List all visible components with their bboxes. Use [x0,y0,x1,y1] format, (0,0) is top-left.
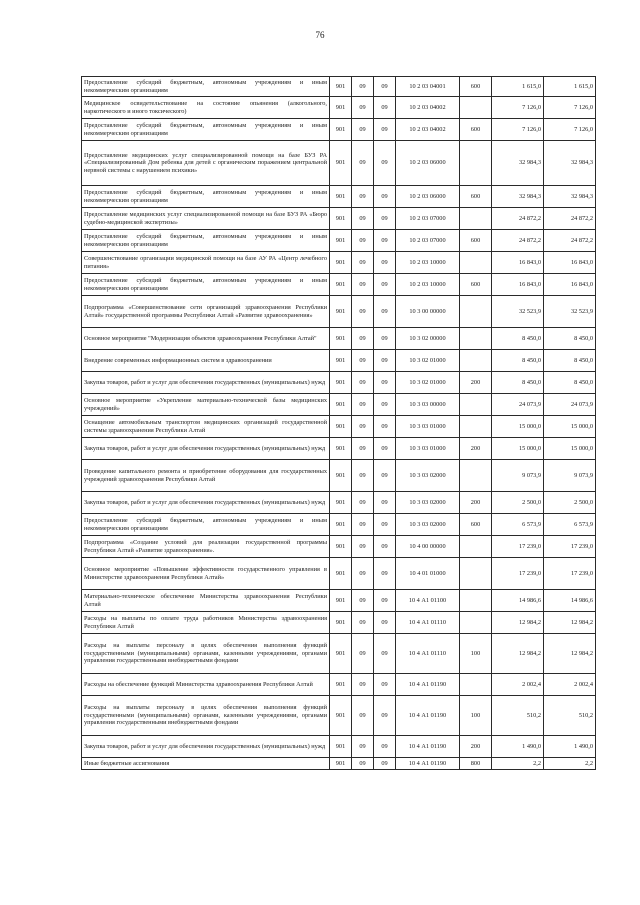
cell-target-item: 10 3 03 00000 [396,394,460,416]
cell-target-item: 10 3 03 02000 [396,460,460,492]
cell-admin-code: 901 [330,208,352,230]
cell-amount-2: 6 573,9 [544,514,596,536]
cell-expense-type: 200 [460,438,492,460]
cell-subsection: 09 [374,460,396,492]
cell-target-item: 10 2 03 10000 [396,274,460,296]
cell-section: 09 [352,696,374,736]
cell-name: Предоставление субсидий бюджетным, автономным учреждениям и иным некоммерческим организациям [82,274,330,296]
cell-expense-type: 200 [460,372,492,394]
cell-section: 09 [352,328,374,350]
cell-admin-code: 901 [330,590,352,612]
cell-expense-type: 600 [460,514,492,536]
table-row [82,119,596,141]
cell-subsection: 09 [374,119,396,141]
cell-amount-2: 14 986,6 [544,590,596,612]
cell-expense-type [460,208,492,230]
cell-subsection: 09 [374,536,396,558]
cell-target-item: 10 4 А1 01190 [396,696,460,736]
cell-section: 09 [352,460,374,492]
table-row [82,230,596,252]
cell-target-item: 10 4 А1 01190 [396,674,460,696]
cell-admin-code: 901 [330,252,352,274]
cell-amount-2: 7 126,0 [544,119,596,141]
cell-expense-type: 600 [460,230,492,252]
table-row [82,634,596,674]
cell-subsection: 09 [374,97,396,119]
cell-name: Предоставление субсидий бюджетным, автономным учреждениям и иным некоммерческим организациям [82,186,330,208]
cell-expense-type [460,350,492,372]
cell-name: Основное мероприятие «Повышение эффективности государственного управления в Министерстве здравоохранения Республики Алтай» [82,558,330,590]
cell-amount-1: 14 986,6 [492,590,544,612]
cell-expense-type: 100 [460,696,492,736]
cell-name: Подпрограмма «Совершенствование сети организаций здравоохранения Республики Алтай» государственной программы Республики Алтай «Развитие здравоохранения» [82,296,330,328]
cell-amount-1: 8 450,0 [492,372,544,394]
cell-amount-2: 2,2 [544,758,596,770]
cell-amount-2: 8 450,0 [544,372,596,394]
cell-amount-2: 15 000,0 [544,416,596,438]
cell-name: Иные бюджетные ассигнования [82,758,330,770]
cell-subsection: 09 [374,372,396,394]
cell-section: 09 [352,372,374,394]
cell-subsection: 09 [374,186,396,208]
cell-section: 09 [352,394,374,416]
cell-name: Закупка товаров, работ и услуг для обеспечения государственных (муниципальных) нужд [82,492,330,514]
budget-table [81,76,596,770]
cell-target-item: 10 3 02 00000 [396,328,460,350]
cell-expense-type [460,416,492,438]
cell-subsection: 09 [374,758,396,770]
cell-target-item: 10 2 03 06000 [396,186,460,208]
cell-amount-2: 1 490,0 [544,736,596,758]
cell-section: 09 [352,274,374,296]
cell-name: Оснащение автомобильным транспортом медицинских организаций государственной системы здравоохранения Республики Алтай [82,416,330,438]
cell-amount-1: 7 126,0 [492,119,544,141]
cell-name: Медицинское освидетельствование на состояние опьянения (алкогольного, наркотического и иного токсического) [82,97,330,119]
cell-subsection: 09 [374,77,396,97]
cell-expense-type [460,558,492,590]
cell-subsection: 09 [374,274,396,296]
cell-section: 09 [352,736,374,758]
table-row [82,674,596,696]
cell-amount-2: 15 000,0 [544,438,596,460]
cell-amount-1: 1 490,0 [492,736,544,758]
cell-amount-2: 8 450,0 [544,328,596,350]
cell-section: 09 [352,492,374,514]
page-number: 76 [315,30,325,40]
table-row [82,514,596,536]
table-row [82,758,596,770]
cell-amount-2: 16 843,0 [544,252,596,274]
cell-admin-code: 901 [330,758,352,770]
cell-section: 09 [352,612,374,634]
cell-amount-2: 510,2 [544,696,596,736]
table-row [82,536,596,558]
cell-amount-1: 2,2 [492,758,544,770]
cell-amount-2: 17 239,0 [544,558,596,590]
cell-section: 09 [352,186,374,208]
cell-expense-type [460,296,492,328]
cell-name: Закупка товаров, работ и услуг для обеспечения государственных (муниципальных) нужд [82,736,330,758]
cell-target-item: 10 2 03 07000 [396,208,460,230]
cell-section: 09 [352,97,374,119]
cell-name: Предоставление субсидий бюджетным, автономным учреждениям и иным некоммерческим организациям [82,230,330,252]
cell-section: 09 [352,252,374,274]
cell-amount-2: 24 872,2 [544,208,596,230]
cell-subsection: 09 [374,328,396,350]
cell-expense-type [460,536,492,558]
cell-name: Совершенствование организации медицинской помощи на базе АУ РА «Центр лечебного питания» [82,252,330,274]
cell-subsection: 09 [374,394,396,416]
cell-expense-type: 200 [460,492,492,514]
cell-name: Предоставление медицинских услуг специализированной помощи на базе БУЗ РА «Бюро судебно-медицинской экспертизы» [82,208,330,230]
cell-target-item: 10 2 03 04001 [396,77,460,97]
table-row [82,696,596,736]
cell-admin-code: 901 [330,119,352,141]
cell-amount-2: 9 073,9 [544,460,596,492]
cell-subsection: 09 [374,736,396,758]
table-row [82,590,596,612]
cell-admin-code: 901 [330,77,352,97]
cell-target-item: 10 4 А1 01110 [396,612,460,634]
cell-section: 09 [352,296,374,328]
cell-name: Предоставление субсидий бюджетным, автономным учреждениям и иным некоммерческим организациям [82,119,330,141]
cell-target-item: 10 3 00 00000 [396,296,460,328]
cell-target-item: 10 2 03 06000 [396,141,460,186]
cell-section: 09 [352,208,374,230]
cell-subsection: 09 [374,350,396,372]
cell-amount-1: 17 239,0 [492,536,544,558]
cell-name: Расходы на выплаты персоналу в целях обеспечения выполнения функций государственными (муниципальными) органами, казенными учреждениями, органами управления государственными внебюджетными фондами [82,696,330,736]
cell-admin-code: 901 [330,514,352,536]
cell-amount-1: 12 984,2 [492,634,544,674]
cell-amount-1: 32 984,3 [492,186,544,208]
cell-section: 09 [352,230,374,252]
cell-name: Закупка товаров, работ и услуг для обеспечения государственных (муниципальных) нужд [82,372,330,394]
table-row [82,274,596,296]
cell-subsection: 09 [374,296,396,328]
cell-section: 09 [352,514,374,536]
cell-amount-1: 2 002,4 [492,674,544,696]
cell-subsection: 09 [374,492,396,514]
cell-amount-1: 9 073,9 [492,460,544,492]
cell-admin-code: 901 [330,97,352,119]
table-row [82,141,596,186]
cell-amount-2: 32 523,9 [544,296,596,328]
table-row [82,612,596,634]
cell-target-item: 10 2 03 07000 [396,230,460,252]
table-row [82,492,596,514]
cell-admin-code: 901 [330,612,352,634]
cell-name: Материально-техническое обеспечение Министерства здравоохранения Республики Алтай [82,590,330,612]
cell-admin-code: 901 [330,141,352,186]
cell-target-item: 10 4 А1 01190 [396,758,460,770]
cell-subsection: 09 [374,230,396,252]
cell-subsection: 09 [374,558,396,590]
cell-section: 09 [352,634,374,674]
cell-name: Основное мероприятие "Модернизация объектов здравоохранения Республики Алтай" [82,328,330,350]
table-row [82,208,596,230]
cell-admin-code: 901 [330,186,352,208]
table-row [82,97,596,119]
cell-section: 09 [352,141,374,186]
table-row [82,350,596,372]
cell-amount-2: 12 984,2 [544,612,596,634]
table-row [82,296,596,328]
cell-name: Закупка товаров, работ и услуг для обеспечения государственных (муниципальных) нужд [82,438,330,460]
cell-target-item: 10 3 02 01000 [396,350,460,372]
cell-amount-1: 15 000,0 [492,416,544,438]
cell-amount-1: 16 843,0 [492,274,544,296]
cell-amount-1: 2 500,0 [492,492,544,514]
cell-amount-2: 2 002,4 [544,674,596,696]
cell-admin-code: 901 [330,634,352,674]
cell-name: Внедрение современных информационных систем в здравоохранении [82,350,330,372]
cell-subsection: 09 [374,612,396,634]
cell-expense-type: 100 [460,634,492,674]
cell-name: Расходы на выплаты по оплате труда работников Министерства здравоохранения Республики Алтай [82,612,330,634]
cell-section: 09 [352,536,374,558]
table-row [82,416,596,438]
cell-target-item: 10 4 00 00000 [396,536,460,558]
cell-expense-type [460,328,492,350]
cell-admin-code: 901 [330,394,352,416]
cell-target-item: 10 3 03 02000 [396,492,460,514]
cell-expense-type: 600 [460,119,492,141]
cell-amount-1: 24 872,2 [492,208,544,230]
cell-amount-1: 8 450,0 [492,328,544,350]
cell-section: 09 [352,119,374,141]
table-row [82,186,596,208]
cell-amount-2: 24 872,2 [544,230,596,252]
cell-amount-2: 16 843,0 [544,274,596,296]
cell-admin-code: 901 [330,350,352,372]
cell-expense-type: 600 [460,186,492,208]
cell-amount-1: 8 450,0 [492,350,544,372]
cell-amount-1: 17 239,0 [492,558,544,590]
cell-amount-1: 510,2 [492,696,544,736]
cell-admin-code: 901 [330,736,352,758]
cell-admin-code: 901 [330,416,352,438]
cell-expense-type: 600 [460,77,492,97]
table-row [82,252,596,274]
cell-expense-type [460,252,492,274]
cell-admin-code: 901 [330,328,352,350]
cell-section: 09 [352,758,374,770]
cell-subsection: 09 [374,438,396,460]
table-row [82,328,596,350]
cell-expense-type [460,590,492,612]
cell-expense-type [460,612,492,634]
cell-amount-2: 12 984,2 [544,634,596,674]
cell-amount-2: 2 500,0 [544,492,596,514]
cell-amount-2: 17 239,0 [544,536,596,558]
cell-section: 09 [352,590,374,612]
cell-admin-code: 901 [330,696,352,736]
cell-subsection: 09 [374,696,396,736]
cell-target-item: 10 3 03 01000 [396,416,460,438]
cell-target-item: 10 2 03 04002 [396,119,460,141]
cell-amount-1: 24 872,2 [492,230,544,252]
cell-amount-2: 8 450,0 [544,350,596,372]
cell-expense-type [460,674,492,696]
cell-admin-code: 901 [330,674,352,696]
cell-target-item: 10 4 А1 01190 [396,736,460,758]
cell-amount-1: 1 615,0 [492,77,544,97]
cell-subsection: 09 [374,514,396,536]
cell-subsection: 09 [374,208,396,230]
cell-target-item: 10 4 01 01000 [396,558,460,590]
cell-section: 09 [352,438,374,460]
cell-subsection: 09 [374,141,396,186]
table-row [82,736,596,758]
cell-name: Предоставление субсидий бюджетным, автономным учреждениям и иным некоммерческим организациям [82,77,330,97]
cell-subsection: 09 [374,252,396,274]
cell-section: 09 [352,558,374,590]
cell-target-item: 10 3 03 02000 [396,514,460,536]
cell-amount-1: 32 984,3 [492,141,544,186]
cell-section: 09 [352,674,374,696]
cell-expense-type [460,141,492,186]
cell-amount-1: 32 523,9 [492,296,544,328]
cell-name: Подпрограмма «Создание условий для реализации государственной программы Республики Алтай «Развитие здравоохранения». [82,536,330,558]
cell-admin-code: 901 [330,536,352,558]
cell-expense-type: 600 [460,274,492,296]
cell-name: Предоставление медицинских услуг специализированной помощи на базе БУЗ РА «Специализированный Дом ребенка для детей с органическим поражением центральной нервной системы с нарушением психики» [82,141,330,186]
table-body [82,77,596,770]
cell-name: Проведение капитального ремонта и приобретение оборудования для государственных учреждений здравоохранения Республики Алтай [82,460,330,492]
cell-target-item: 10 3 03 01000 [396,438,460,460]
cell-name: Предоставление субсидий бюджетным, автономным учреждениям и иным некоммерческим организациям [82,514,330,536]
cell-amount-1: 12 984,2 [492,612,544,634]
cell-admin-code: 901 [330,296,352,328]
cell-expense-type [460,460,492,492]
cell-admin-code: 901 [330,372,352,394]
cell-subsection: 09 [374,416,396,438]
cell-section: 09 [352,77,374,97]
cell-amount-1: 6 573,9 [492,514,544,536]
table-row [82,438,596,460]
cell-subsection: 09 [374,590,396,612]
cell-amount-1: 16 843,0 [492,252,544,274]
cell-amount-2: 24 073,9 [544,394,596,416]
cell-admin-code: 901 [330,492,352,514]
cell-admin-code: 901 [330,438,352,460]
cell-amount-1: 7 126,0 [492,97,544,119]
cell-expense-type [460,97,492,119]
cell-name: Расходы на обеспечение функций Министерства здравоохранения Республики Алтай [82,674,330,696]
cell-admin-code: 901 [330,230,352,252]
cell-name: Основное мероприятие «Укрепление материально-технической базы медицинских учреждений» [82,394,330,416]
cell-target-item: 10 4 А1 01100 [396,590,460,612]
cell-amount-2: 32 984,3 [544,141,596,186]
cell-section: 09 [352,416,374,438]
cell-expense-type: 200 [460,736,492,758]
cell-expense-type: 800 [460,758,492,770]
table-row [82,394,596,416]
cell-amount-2: 32 984,3 [544,186,596,208]
cell-target-item: 10 2 03 10000 [396,252,460,274]
cell-section: 09 [352,350,374,372]
table-row [82,77,596,97]
table-row [82,372,596,394]
cell-amount-1: 24 073,9 [492,394,544,416]
cell-amount-1: 15 000,0 [492,438,544,460]
cell-expense-type [460,394,492,416]
cell-admin-code: 901 [330,460,352,492]
cell-amount-2: 7 126,0 [544,97,596,119]
cell-admin-code: 901 [330,558,352,590]
table-row [82,558,596,590]
cell-subsection: 09 [374,674,396,696]
cell-name: Расходы на выплаты персоналу в целях обеспечения выполнения функций государственными (муниципальными) органами, казенными учреждениями, органами управления государственными внебюджетными фондами [82,634,330,674]
table-row [82,460,596,492]
cell-target-item: 10 2 03 04002 [396,97,460,119]
cell-admin-code: 901 [330,274,352,296]
cell-subsection: 09 [374,634,396,674]
cell-target-item: 10 4 А1 01110 [396,634,460,674]
cell-amount-2: 1 615,0 [544,77,596,97]
cell-target-item: 10 3 02 01000 [396,372,460,394]
